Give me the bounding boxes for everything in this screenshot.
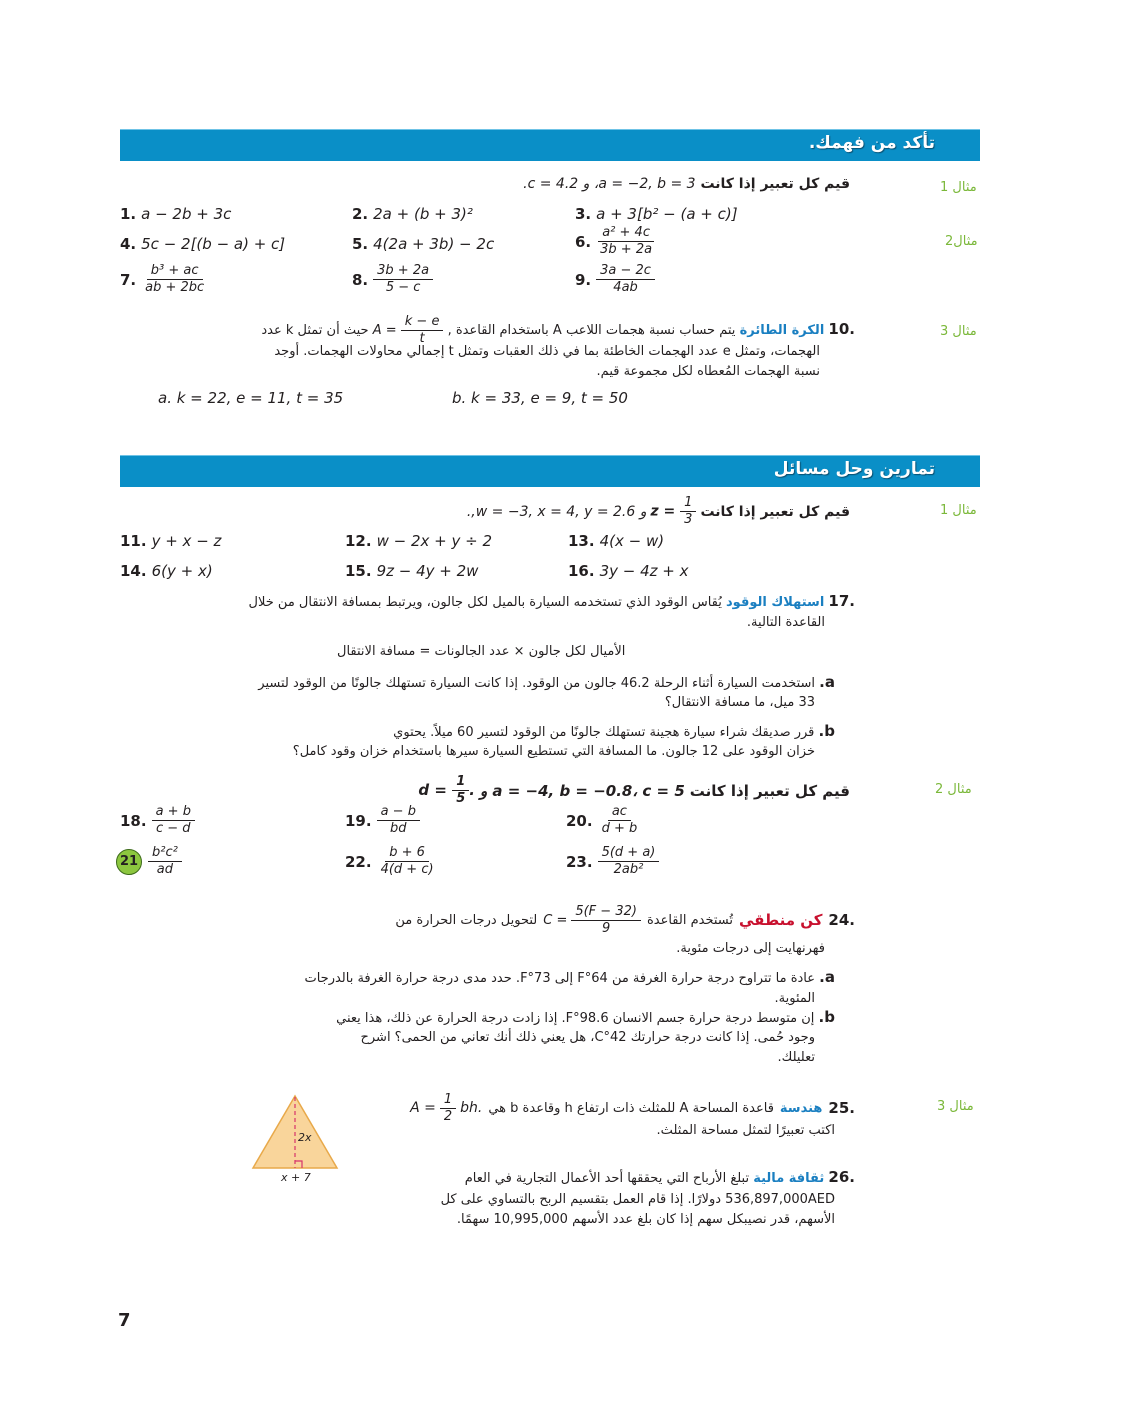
problem-26: .26 ثقافة مالية تبلغ الأرباح التي يحققها أحد الأعمال التجارية في العام (464, 1168, 855, 1186)
exercise-item: 4. 5c − 2[(b − a) + c] (120, 235, 286, 253)
problem-10-a: a. k = 22, e = 11, t = 35 (158, 389, 344, 407)
problem-17-line2: القاعدة التالية. (746, 615, 825, 630)
instruction: قيم كل تعبير إذا كانت a = −2, b = 3، و c = 4.2. (523, 176, 850, 192)
highlight-circle: 21 (116, 849, 142, 875)
problem-24-line2: فهرنهايت إلى درجات مئوية. (676, 941, 825, 956)
exercise-item: 12. w − 2x + y ÷ 2 (345, 532, 493, 550)
problem-17-a-line2: 33 ميل، ما مسافة الانتقال؟ (664, 695, 815, 710)
formula: الأميال لكل جالون × عدد الجالونات = مسافة الانتقال (337, 644, 626, 659)
section-title: تأكد من فهمك. (808, 133, 935, 153)
section-title: تمارين وحل مسائل (773, 459, 935, 479)
problem-24-b-line2: وجود حُمى. إذا كانت درجة حرارتك 42°C، هل يعني ذلك أنك تعاني من الحمى؟ اشرح (360, 1030, 815, 1045)
problem-17-a: a. استخدمت السيارة أثناء الرحلة 46.2 جالون من الوقود. إذا كانت السيارة تستهلك جالونًا من الوقود لتسير (258, 673, 835, 691)
problem-26-line3: الأسهم، قدر نصيبكل سهم إذا كان بلغ عدد الأسهم 10,995,000 سهمًا. (456, 1212, 835, 1227)
keyword: استهلاك الوقود (726, 595, 825, 610)
problem-24-a: a. عادة ما تتراوح درجة حرارة الغرفة من 64°F إلى 73°F. حدد مدى درجة حرارة الغرفة بالدرجات (304, 968, 835, 986)
problem-17-b-line2: خزان الوقود على 12 جالون. ما المسافة التي تستطيع السيارة سيرها باستخدام خزان وقود كامل؟ (292, 744, 815, 759)
keyword: كن منطقي (738, 911, 823, 929)
exercise-item: 9. $\frac{3a - 2c}{4ab}$ (575, 264, 655, 295)
problem-10-line2: الهجمات، وتمثل e عدد الهجمات الخاطئة بما في ذلك العقبات وتمثل t إجمالي محاولات الهجمات. أوجد (274, 344, 820, 359)
exercise-item: 7. $\frac{\text{b³ + ac}}{ab + 2bc}$ (120, 263, 205, 295)
exercise-item: 23. $\frac{5(d + a)}{\text{2ab²}}$ (566, 846, 659, 877)
exercise-item: 18. $\frac{a + b}{c - d}$ (120, 805, 195, 836)
exercise-item: 1. a − 2b + 3c (120, 205, 232, 223)
problem-24-a-line2: المئوية. (774, 991, 815, 1006)
keyword: هندسة (779, 1101, 823, 1116)
keyword: الكرة الطائرة (739, 323, 825, 338)
base-label: x + 7 (281, 1171, 311, 1184)
keyword: ثقافة مالية (753, 1171, 825, 1186)
example-label: مثال 1 (940, 503, 977, 518)
exercise-item: 8. $\frac{3b + 2a}{5 - c}$ (352, 264, 433, 295)
problem-26-line2: 536,897,000AED دولارًا. إذا قام العمل بتقسيم الربح بالتساوي على كل (440, 1192, 835, 1207)
exercise-item: 13. 4(x − w) (568, 532, 665, 550)
example-label: مثال 1 (940, 180, 977, 195)
exercise-item: 3. a + 3[b² − (a + c)] (575, 205, 738, 223)
exercise-item: 6. $\frac{\text{a² + 4c}}{3b + 2a}$ (575, 225, 653, 257)
exercise-item: 2. 2a + (b + 3)² (352, 205, 473, 223)
problem-17-b: b. قرر صديقك شراء سيارة هجينة تستهلك جالونًا من الوقود لتسير 60 ميلاً. يحتوي (393, 722, 835, 740)
example-label: مثال2 (945, 234, 978, 249)
problem-25: .25 هندسة قاعدة المساحة A للمثلث ذات ارتفاع h وقاعدة b هي A = $\frac{1}{2}$ bh. (410, 1092, 855, 1124)
section-banner-check (120, 129, 980, 161)
instruction: قيم كل تعبير إذا كانت z = $\frac{1}{3}$ و w = −3, x = 4, y = 2.6,. (466, 495, 850, 527)
exercise-item: 5. 4(2a + 3b) − 2c (352, 235, 495, 253)
problem-24-b: b. إن متوسط درجة حرارة جسم الانسان 98.6°F. إذا زادت درجة الحرارة عن ذلك، هذا يعني (336, 1008, 835, 1026)
problem-10-line3: نسبة الهجمات المُعطاه لكل مجموعة قيم. (596, 364, 820, 379)
example-label: مثال 3 (940, 324, 977, 339)
exercise-item: 19. $\frac{a - b}{bd}$ (345, 805, 420, 836)
example-label: مثال 2 (935, 782, 972, 797)
problem-17: .17 استهلاك الوقود يُقاس الوقود الذي تستخدمه السيارة بالميل لكل جالون، ويرتبط بمسافة الانتقال من خلال (248, 592, 855, 610)
page-number: 7 (118, 1310, 131, 1331)
example-label: مثال 3 (937, 1099, 974, 1114)
exercise-item: 11. y + x − z (120, 532, 222, 550)
exercise-item-highlighted: 21 $\frac{\text{b²c²}}{ad}$ (116, 846, 182, 877)
problem-24: .24 كن منطقي تُستخدم القاعدة C = $\frac{5(F - 32)}{9}$ لتحويل درجات الحرارة من (395, 904, 855, 936)
problem-10-b: b. k = 33, e = 9, t = 50 (452, 389, 628, 407)
problem-24-b-line3: تعليلك. (777, 1050, 815, 1065)
height-label: 2x (298, 1131, 312, 1144)
exercise-item: 15. 9z − 4y + 2w (345, 562, 479, 580)
problem-10: .10 الكرة الطائرة يتم حساب نسبة هجمات اللاعب A باستخدام القاعدة , A = $\frac{k - e}{t}$ حيث أن تمثل k عدد (261, 314, 855, 346)
exercise-item: 22. $\frac{b + 6}{4(d + c)}$ (345, 845, 434, 877)
section-banner-practice (120, 455, 980, 487)
problem-25-line2: اكتب تعبيرًا لتمثل مساحة المثلث. (656, 1123, 835, 1138)
exercise-item: 14. 6(y + x) (120, 562, 213, 580)
instruction: قيم كل تعبير إذا كانت a = −4, b = −0.8، c = 5 و d = $\frac{1}{5}$ . (418, 774, 850, 806)
exercise-item: 16. 3y − 4z + x (568, 562, 689, 580)
exercise-item: 20. $\frac{ac}{d + b}$ (566, 804, 638, 836)
